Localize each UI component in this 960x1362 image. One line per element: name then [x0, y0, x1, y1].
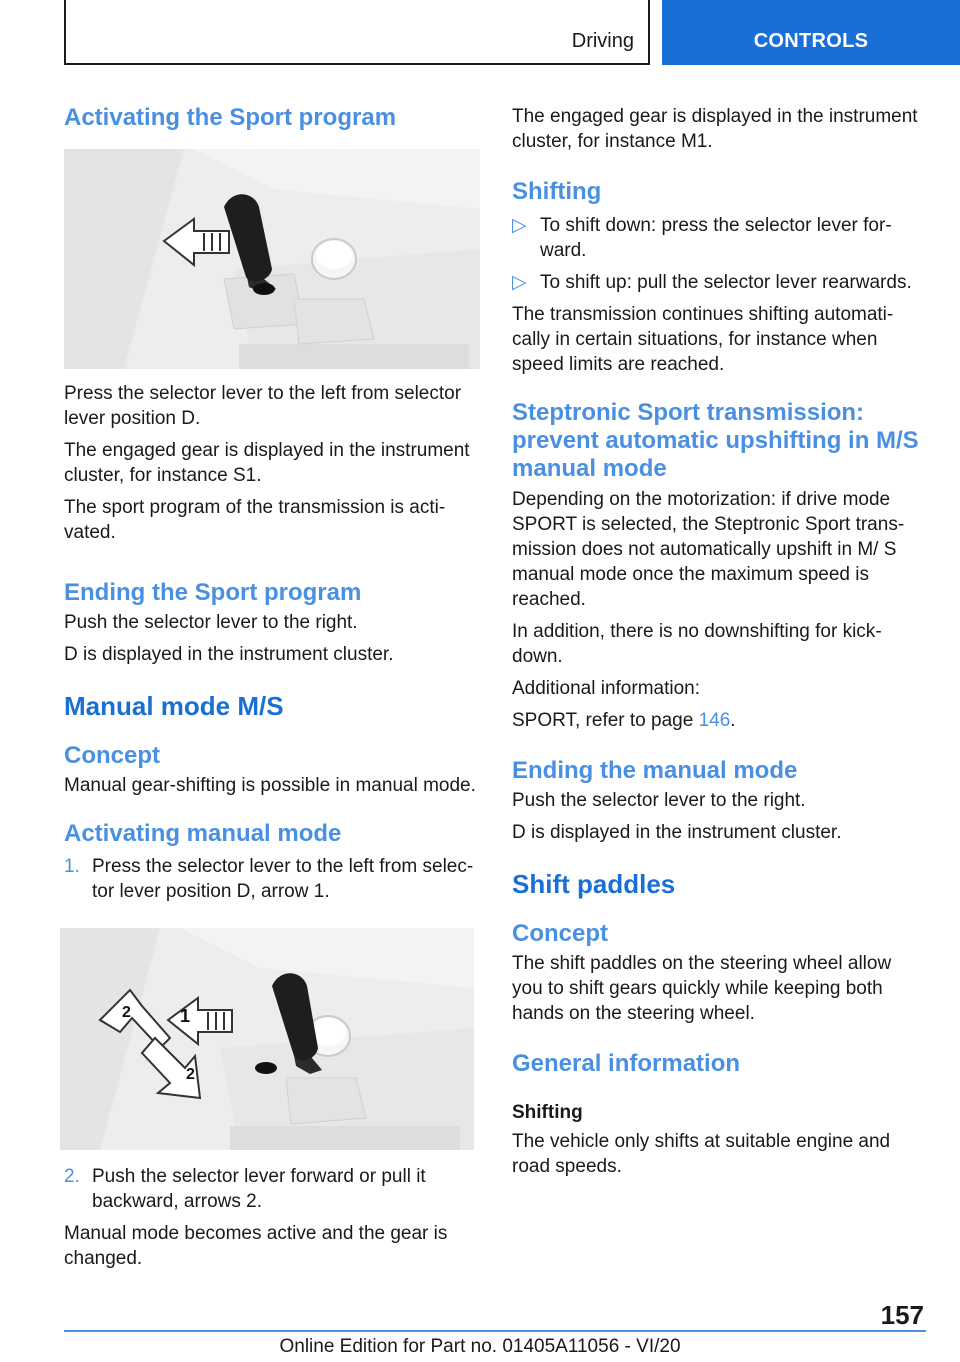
heading-concept-paddles: Concept [512, 919, 608, 947]
list-marker-1: 1. [64, 856, 80, 878]
heading-ending-manual: Ending the manual mode [512, 756, 798, 784]
sport-reference-text: SPORT, refer to page [512, 709, 699, 731]
label-shifting: Shifting [512, 1102, 583, 1124]
heading-concept: Concept [64, 741, 160, 769]
heading-shifting: Shifting [512, 178, 602, 205]
paragraph-sport-engaged: The engaged gear is displayed in the instrument cluster, for instance S1. [64, 439, 470, 486]
figure-selector-lever-sport [64, 149, 480, 369]
page-number: 157 [880, 1300, 924, 1330]
figure-arrow-label-2a: 2 [122, 1004, 131, 1022]
right-column [512, 100, 924, 1179]
footer-edition-text: Online Edition for Part no. 01405A11056 - VI/20 [279, 1336, 681, 1357]
sport-page-link[interactable]: 146 [698, 709, 731, 731]
left-column [64, 100, 482, 1271]
paragraph-sport-activated: The sport program of the transmission is activated. [64, 496, 446, 543]
header-chapter-label: CONTROLS [753, 30, 869, 52]
bullet-marker-icon: ▷ [512, 271, 527, 293]
bullet-shift-up [512, 270, 924, 295]
heading-activating-manual: Activating manual mode [64, 819, 342, 847]
paragraph-paddles: The shift paddles on the steering wheel allow you to shift gears quickly while keeping both hands on the steering wheel. [512, 952, 892, 1024]
paragraph-end-manual-push: Push the selector lever to the right. [512, 789, 806, 811]
selector-lever-illustration [64, 149, 480, 369]
list-text-1: Press the selector lever to the left from selector lever position D, arrow 1. [92, 856, 474, 903]
figure-selector-lever-manual [60, 928, 474, 1150]
paragraph-additional-info: Additional information: [512, 677, 700, 699]
paragraph-manual-active: Manual mode becomes active and the gear is changed. [64, 1223, 448, 1270]
heading-activating-sport: Activating the Sport program [64, 104, 397, 131]
manual-mode-illustration [60, 928, 474, 1150]
paragraph-continues: The transmission continues shifting automatically in certain situations, for instance when speed limits are reached. [512, 303, 894, 375]
paragraph-depending: Depending on the motorization: if drive mode SPORT is selected, the Steptronic Sport transmission does not automatically upshift in M/ S manual mode once the maximum speed is reached. [512, 488, 905, 610]
figure-arrow-label-1: 1 [180, 1006, 191, 1027]
paragraph-concept: Manual gear-shifting is possible in manual mode. [64, 774, 476, 796]
list-item-step-2 [64, 1164, 482, 1214]
bullet-shift-down-text: To shift down: press the selector lever forward. [540, 214, 892, 261]
sport-reference-end: . [730, 709, 736, 731]
list-item-step-1 [64, 854, 482, 904]
figure-arrow-label-2b: 2 [186, 1066, 195, 1084]
paragraph-end-display: D is displayed in the instrument cluster. [64, 643, 394, 665]
bullet-shift-up-text: To shift up: pull the selector lever rearwards. [540, 271, 912, 293]
heading-ending-sport: Ending the Sport program [64, 578, 362, 606]
heading-steptronic: Steptronic Sport transmission: prevent automatic upshifting in M/S manual mode [512, 398, 919, 482]
header-section-box [64, 0, 650, 65]
header-chapter-tab [662, 0, 960, 65]
heading-manual-mode: Manual mode M/S [64, 690, 284, 721]
paragraph-addition: In addition, there is no downshifting for kickdown. [512, 620, 882, 667]
paragraph-end-manual-display: D is displayed in the instrument cluster. [512, 821, 842, 843]
paragraph-engaged-m1: The engaged gear is displayed in the instrument cluster, for instance M1. [512, 106, 918, 152]
heading-shift-paddles: Shift paddles [512, 868, 676, 899]
list-marker-2: 2. [64, 1166, 80, 1188]
list-text-2: Push the selector lever forward or pull it backward, arrows 2. [92, 1166, 426, 1213]
paragraph-vehicle-shifts: The vehicle only shifts at suitable engine and road speeds. [512, 1131, 891, 1178]
bullet-marker-icon: ▷ [512, 214, 527, 236]
paragraph-sport-reference [512, 708, 924, 733]
header-section-label: Driving [571, 30, 634, 52]
paragraph-end-push: Push the selector lever to the right. [64, 611, 358, 633]
heading-general-information: General information [512, 1049, 741, 1077]
footer-rule [64, 1330, 926, 1332]
footer-edition [0, 1336, 960, 1358]
paragraph-sport-press: Press the selector lever to the left from selector lever position D. [64, 382, 462, 429]
bullet-shift-down [512, 213, 924, 263]
